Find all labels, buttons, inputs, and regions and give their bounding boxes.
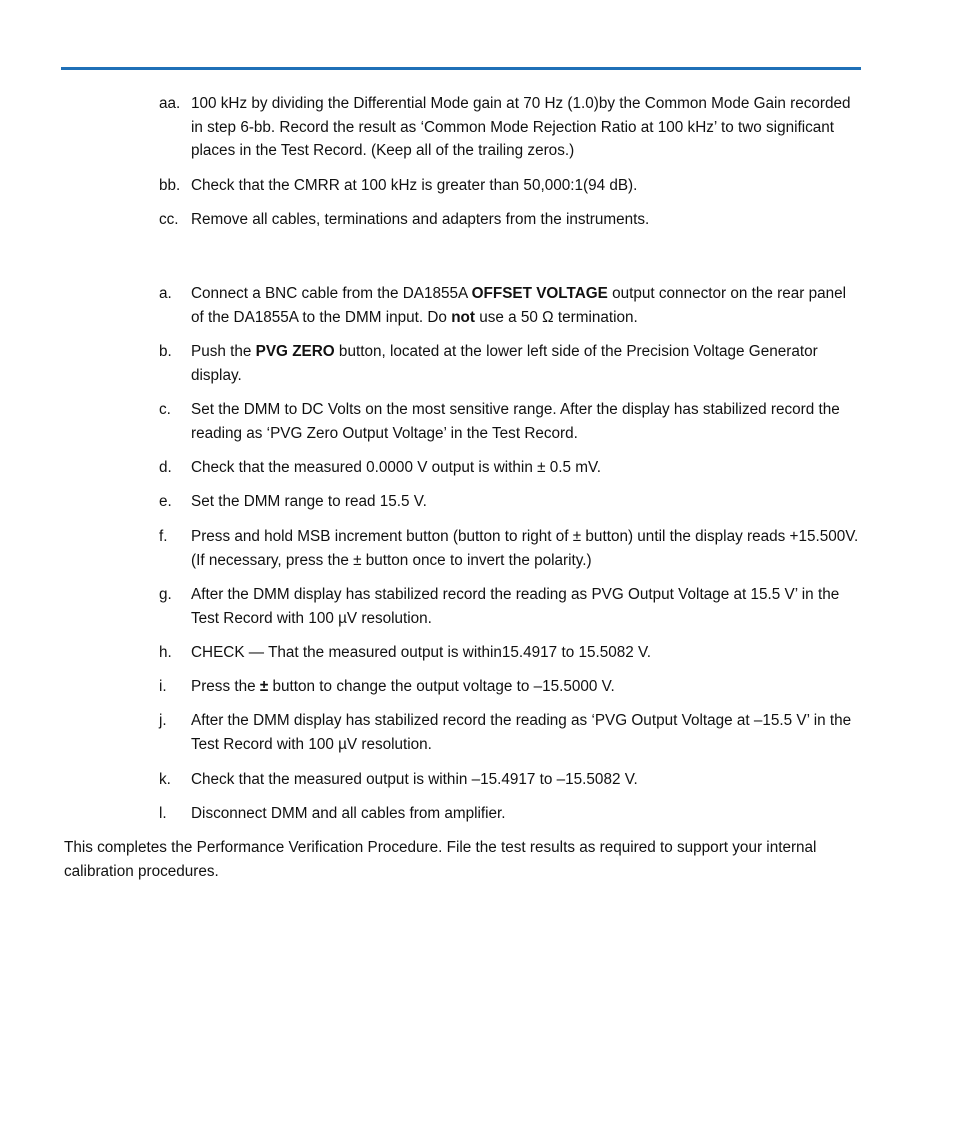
header-rule: [61, 67, 861, 70]
list-item-text: After the DMM display has stabilized record the reading as PVG Output Voltage at 15.5 V’ in the Test Record with 100 µV resolution.: [191, 586, 840, 627]
list-item-text: Set the DMM to DC Volts on the most sensitive range. After the display has stabilized record the reading as ‘PVG Zero Output Voltage’ in the Test Record.: [191, 401, 840, 442]
list-marker: bb.: [159, 177, 181, 194]
list-marker: h.: [159, 644, 172, 661]
list-marker: g.: [159, 586, 172, 603]
list-marker: j.: [159, 712, 167, 729]
list-marker: d.: [159, 459, 172, 476]
list-item-text: After the DMM display has stabilized record the reading as ‘PVG Output Voltage at –15.5 V’ in the Test Record with 100 µV resolution.: [191, 712, 852, 753]
list-item-text: Check that the CMRR at 100 kHz is greater than 50,000:1(94 dB).: [191, 177, 638, 194]
list-marker: f.: [159, 528, 168, 545]
list-item-text: Remove all cables, terminations and adapters from the instruments.: [191, 211, 650, 228]
list-marker: a.: [159, 285, 172, 302]
list-marker: cc.: [159, 211, 179, 228]
list-item-text: Connect a BNC cable from the DA1855A OFFSET VOLTAGE output connector on the rear panel of the DA1855A to the DMM input. Do not use a 50 Ω termination.: [191, 285, 846, 326]
list-item-text: Check that the measured output is within –15.4917 to –15.5082 V.: [191, 771, 638, 788]
list-marker: aa.: [159, 95, 181, 112]
list-item-text: Set the DMM range to read 15.5 V.: [191, 493, 427, 510]
closing-paragraph: This completes the Performance Verification Procedure. File the test results as required to support your internal calibration procedures.: [64, 839, 817, 880]
list-marker: b.: [159, 343, 172, 360]
list-item-text: Push the PVG ZERO button, located at the lower left side of the Precision Voltage Generator display.: [191, 343, 818, 384]
list-item-text: Press the ± button to change the output voltage to –15.5000 V.: [191, 678, 615, 695]
list-item-text: Disconnect DMM and all cables from amplifier.: [191, 805, 506, 822]
list-marker: c.: [159, 401, 171, 418]
list-item-text: 100 kHz by dividing the Differential Mode gain at 70 Hz (1.0)by the Common Mode Gain recorded in step 6-bb. Record the result as ‘Common Mode Rejection Ratio at 100 kHz’ to two significant places in the Test Record. (Keep all of the trailing zeros.): [191, 95, 851, 159]
list-marker: l.: [159, 805, 167, 822]
list-item-text: Press and hold MSB increment button (button to right of ± button) until the display reads +15.500V. (If necessary, press the ± button once to invert the polarity.): [191, 528, 859, 569]
list-item-text: Check that the measured 0.0000 V output is within ± 0.5 mV.: [191, 459, 602, 476]
list-marker: k.: [159, 771, 171, 788]
list-item-text: CHECK — That the measured output is within15.4917 to 15.5082 V.: [191, 644, 652, 661]
list-marker: e.: [159, 493, 172, 510]
list-marker: i.: [159, 678, 167, 695]
